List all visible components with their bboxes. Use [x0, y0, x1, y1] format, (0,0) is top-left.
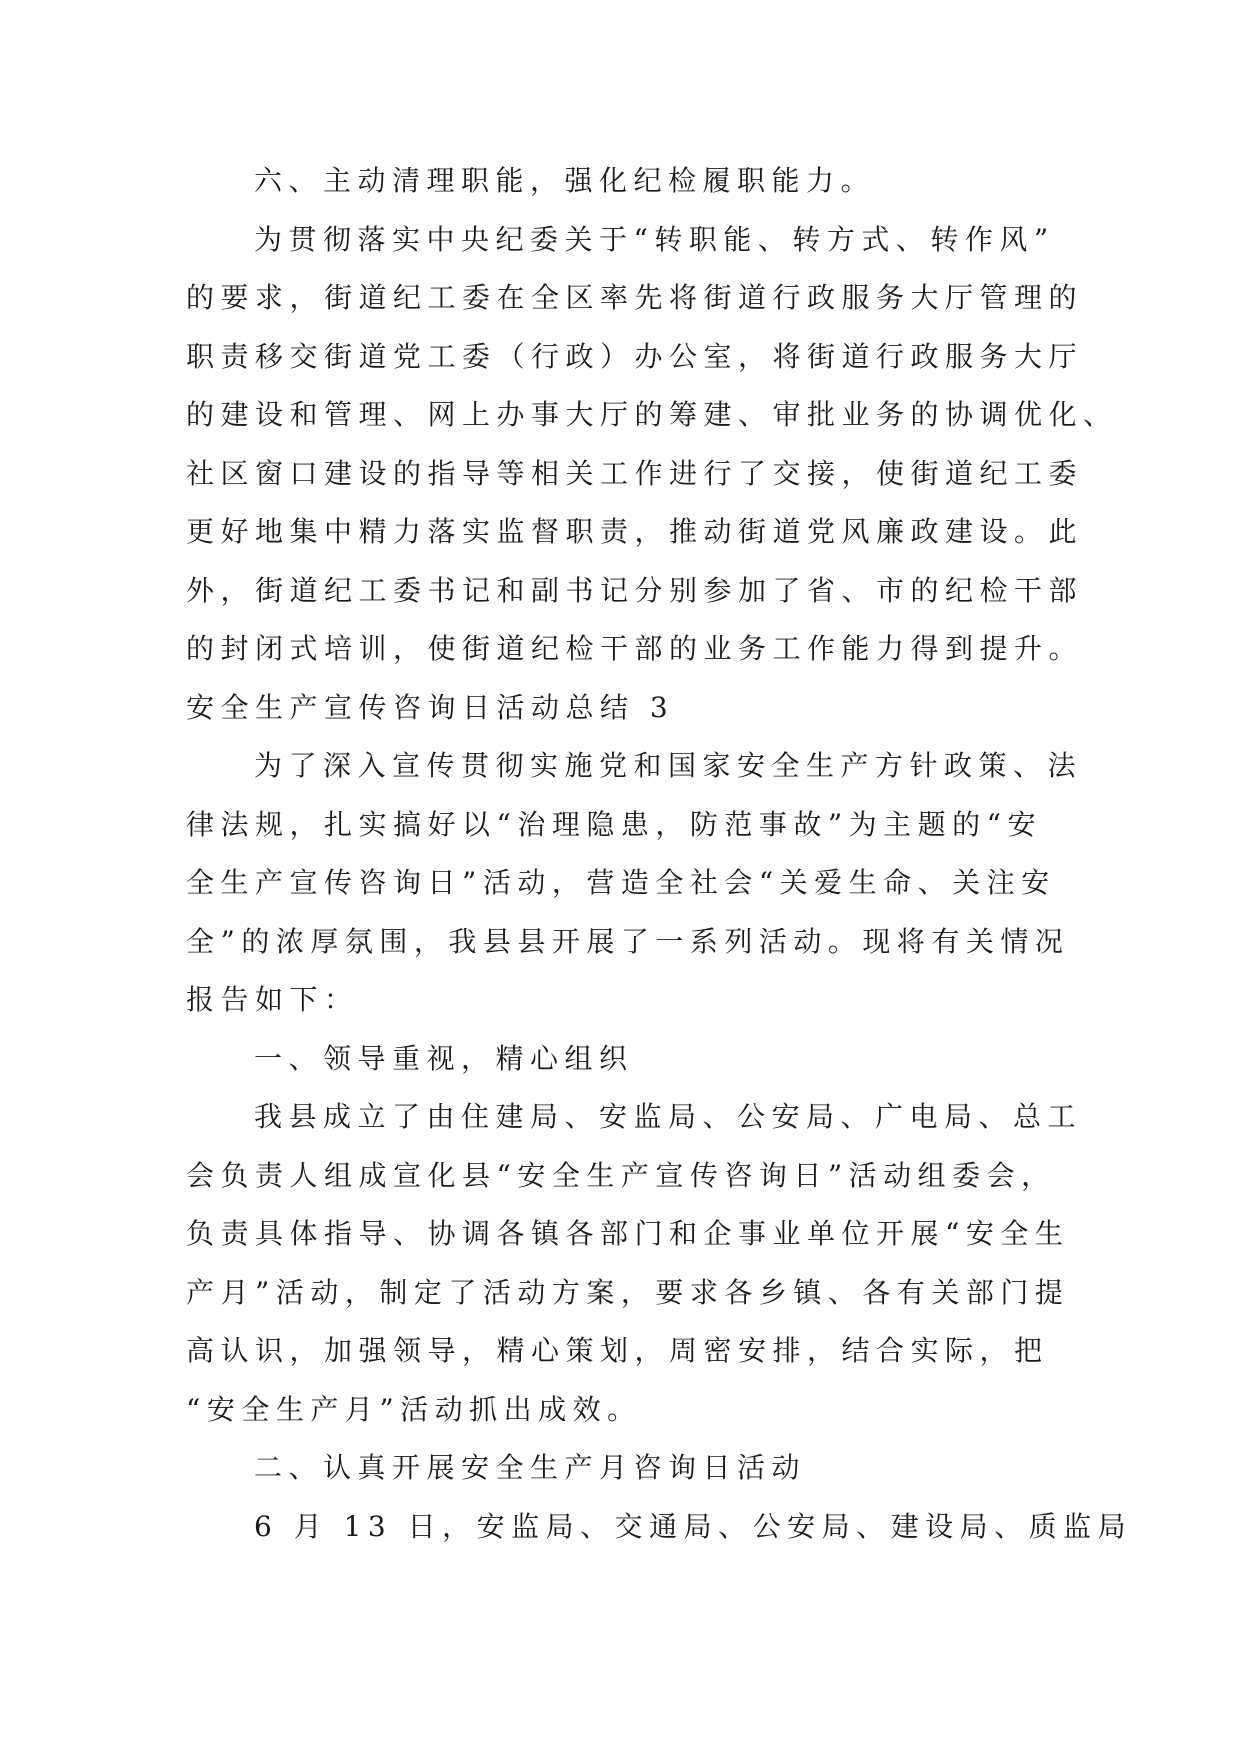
text-line-14: 全”的浓厚氛围，我县县开展了一系列活动。现将有关情况: [186, 924, 1070, 958]
text-line-2: 为贯彻落实中央纪委关于“转职能、转方式、转作风”: [254, 222, 1055, 256]
text-line-18: 会负责人组成宣化县“安全生产宣传咨询日”活动组委会，: [186, 1158, 1056, 1192]
text-line-24: 6 月 13 日，安监局、交通局、公安局、建设局、质监局: [254, 1509, 1133, 1543]
text-line-17: 我县成立了由住建局、安监局、公安局、广电局、总工: [254, 1100, 1083, 1133]
text-line-5: 的建设和管理、网上办事大厅的筹建、审批业务的协调优化、: [186, 398, 1118, 431]
text-line-1: 六、主动清理职能，强化纪检履职能力。: [254, 164, 876, 197]
text-line-22: “安全生产月”活动抓出成效。: [186, 1392, 642, 1426]
text-line-6: 社区窗口建设的指导等相关工作进行了交接，使街道纪工委: [186, 456, 1084, 490]
text-line-3: 的要求，街道纪工委在全区率先将街道行政服务大厅管理的: [186, 281, 1084, 314]
section-title: 安全生产宣传咨询日活动总结 3: [186, 690, 675, 724]
text-line-7: 更好地集中精力落实监督职责，推动街道党风廉政建设。此: [186, 515, 1084, 548]
text-line-15: 报告如下：: [186, 983, 359, 1016]
text-line-9: 的封闭式培训，使街道纪检干部的业务工作能力得到提升。: [186, 632, 1084, 665]
text-line-21: 高认识，加强领导，精心策划，周密安排，结合实际，把: [186, 1334, 1049, 1367]
text-line-4: 职责移交街道党工委（行政）办公室，将街道行政服务大厅: [186, 339, 1084, 373]
text-line-23: 二、认真开展安全生产月咨询日活动: [254, 1451, 807, 1484]
text-line-20: 产月”活动，制定了活动方案，要求各乡镇、各有关部门提: [186, 1275, 1070, 1309]
text-line-8: 外，街道纪工委书记和副书记分别参加了省、市的纪检干部: [186, 573, 1084, 607]
text-line-13: 全生产宣传咨询日”活动，营造全社会“关爱生命、关注安: [186, 866, 1056, 899]
text-line-19: 负责具体指导、协调各镇各部门和企事业单位开展“安全生: [186, 1217, 1070, 1250]
text-line-12: 律法规，扎实搞好以“治理隐患，防范事故”为主题的“安: [186, 807, 1042, 841]
text-line-16: 一、领导重视，精心组织: [254, 1041, 634, 1075]
text-line-11: 为了深入宣传贯彻实施党和国家安全生产方针政策、法: [254, 749, 1083, 782]
document-body: [186, 152, 1133, 1556]
